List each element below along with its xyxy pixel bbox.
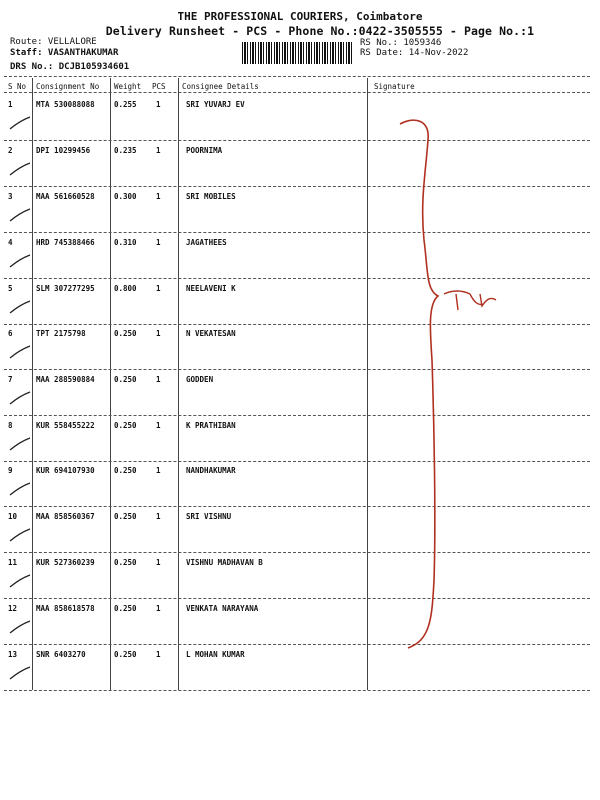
- route-label: Route: VELLALORE: [10, 37, 97, 47]
- drs-number: DRS No.: DCJB105934601: [10, 62, 130, 72]
- row-consignment: SNR 6403270: [36, 650, 86, 659]
- row-weight: 0.235: [114, 146, 137, 155]
- row-weight: 0.255: [114, 100, 137, 109]
- row-weight: 0.250: [114, 650, 137, 659]
- row-weight: 0.250: [114, 604, 137, 613]
- col-header-signature: Signature: [374, 82, 415, 91]
- row-weight: 0.250: [114, 375, 137, 384]
- row-sno: 3: [8, 192, 13, 201]
- col-header-consignee: Consignee Details: [182, 82, 259, 91]
- col-header-consignment: Consignment No: [36, 82, 100, 91]
- row-consignment: HRD 745388466: [36, 238, 95, 247]
- row-sno: 5: [8, 284, 13, 293]
- row-consignment: MAA 858618578: [36, 604, 95, 613]
- row-weight: 0.250: [114, 558, 137, 567]
- row-sno: 11: [8, 558, 18, 567]
- row-consignment: KUR 558455222: [36, 421, 95, 430]
- row-weight: 0.300: [114, 192, 137, 201]
- initials-mark: [444, 291, 496, 310]
- row-pcs: 1: [156, 192, 161, 201]
- row-pcs: 1: [156, 421, 161, 430]
- col-header-pcs: PCS: [152, 82, 166, 91]
- col-header-sno: S No: [8, 82, 27, 91]
- row-weight: 0.310: [114, 238, 137, 247]
- row-pcs: 1: [156, 558, 161, 567]
- row-pcs: 1: [156, 100, 161, 109]
- row-sno: 2: [8, 146, 13, 155]
- row-pcs: 1: [156, 375, 161, 384]
- row-consignment: MAA 858560367: [36, 512, 95, 521]
- row-sno: 6: [8, 329, 13, 338]
- row-consignee: GODDEN: [186, 375, 214, 384]
- row-weight: 0.250: [114, 421, 137, 430]
- row-consignee: NEELAVENI K: [186, 284, 236, 293]
- row-consignment: MAA 288590884: [36, 375, 95, 384]
- row-sno: 10: [8, 512, 18, 521]
- row-consignee: N VEKATESAN: [186, 329, 236, 338]
- row-pcs: 1: [156, 238, 161, 247]
- row-pcs: 1: [156, 650, 161, 659]
- rs-number: RS No.: 1059346: [360, 38, 442, 48]
- row-pcs: 1: [156, 329, 161, 338]
- row-weight: 0.250: [114, 329, 137, 338]
- row-pcs: 1: [156, 284, 161, 293]
- row-consignment: TPT 2175798: [36, 329, 86, 338]
- row-consignee: K PRATHIBAN: [186, 421, 236, 430]
- row-sno: 7: [8, 375, 13, 384]
- row-sno: 1: [8, 100, 13, 109]
- company-title: THE PROFESSIONAL COURIERS, Coimbatore: [177, 10, 423, 23]
- row-consignee: L MOHAN KUMAR: [186, 650, 245, 659]
- row-weight: 0.250: [114, 466, 137, 475]
- row-sno: 9: [8, 466, 13, 475]
- row-consignee: NANDHAKUMAR: [186, 466, 236, 475]
- row-consignment: MTA 530088088: [36, 100, 95, 109]
- signature-brace: [400, 120, 438, 648]
- row-consignee: SRI MOBILES: [186, 192, 236, 201]
- staff-label: Staff: VASANTHAKUMAR: [10, 48, 119, 58]
- row-consignee: JAGATHEES: [186, 238, 227, 247]
- row-consignee: SRI YUVARJ EV: [186, 100, 245, 109]
- rs-date: RS Date: 14-Nov-2022: [360, 48, 469, 58]
- row-pcs: 1: [156, 466, 161, 475]
- row-consignment: KUR 527360239: [36, 558, 95, 567]
- col-header-weight: Weight: [114, 82, 142, 91]
- row-consignment: MAA 561660528: [36, 192, 95, 201]
- row-consignment: DPI 10299456: [36, 146, 91, 155]
- row-weight: 0.250: [114, 512, 137, 521]
- row-sno: 13: [8, 650, 18, 659]
- row-consignment: SLM 307277295: [36, 284, 95, 293]
- row-pcs: 1: [156, 146, 161, 155]
- row-consignee: VENKATA NARAYANA: [186, 604, 259, 613]
- row-consignment: KUR 694107930: [36, 466, 95, 475]
- row-pcs: 1: [156, 604, 161, 613]
- runsheet-title: Delivery Runsheet - PCS - Phone No.:0422-3505555 - Page No.:1: [105, 24, 535, 38]
- row-consignee: SRI VISHNU: [186, 512, 232, 521]
- row-sno: 12: [8, 604, 18, 613]
- row-weight: 0.800: [114, 284, 137, 293]
- row-pcs: 1: [156, 512, 161, 521]
- row-consignee: POORNIMA: [186, 146, 223, 155]
- row-sno: 4: [8, 238, 13, 247]
- row-sno: 8: [8, 421, 13, 430]
- row-consignee: VISHNU MADHAVAN B: [186, 558, 263, 567]
